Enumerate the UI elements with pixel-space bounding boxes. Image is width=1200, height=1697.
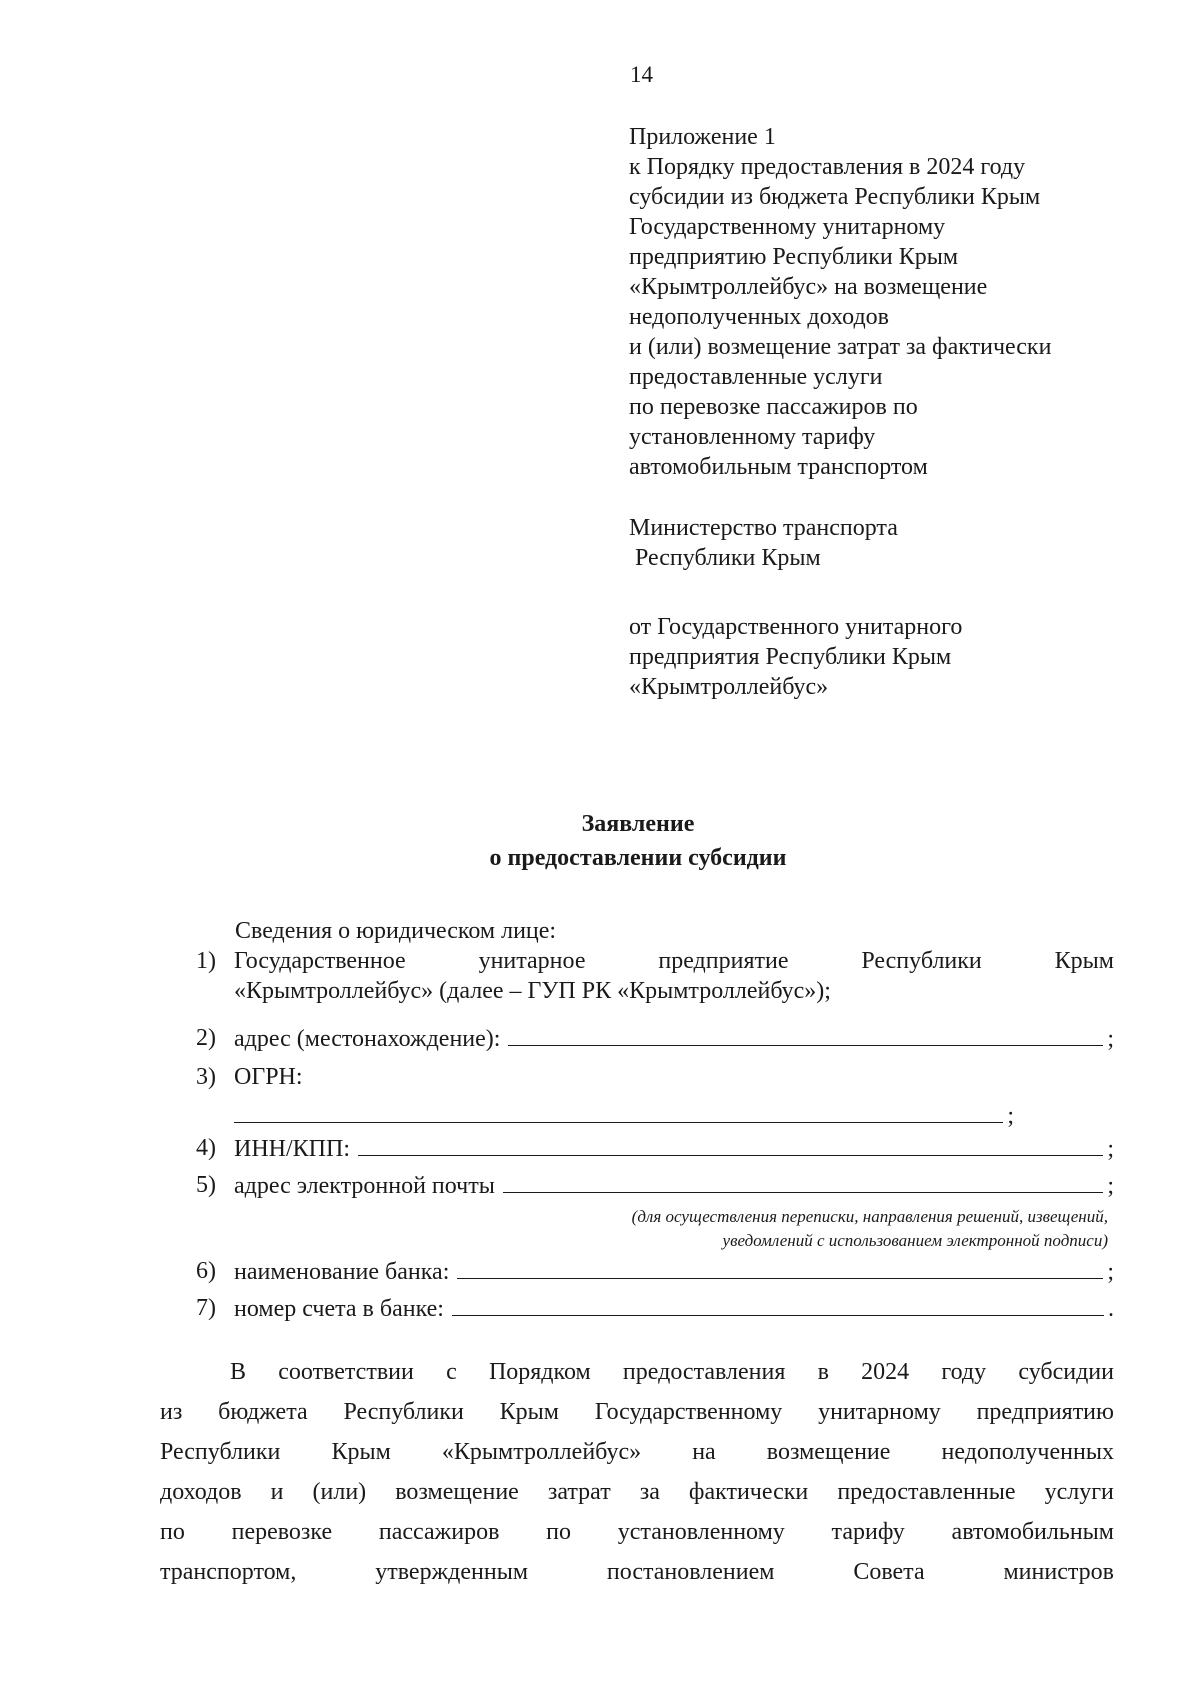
- punctuation: ;: [1007, 1103, 1014, 1129]
- bank-name-field[interactable]: [457, 1256, 1103, 1279]
- word: и: [270, 1479, 284, 1505]
- item-number: 6): [196, 1258, 216, 1284]
- word: предприятие: [658, 948, 789, 974]
- word: перевозке: [231, 1519, 333, 1545]
- word: «Крымтроллейбус»: [441, 1439, 642, 1465]
- appendix-line: установленному тарифу: [629, 424, 876, 450]
- word: автомобильным: [951, 1519, 1114, 1545]
- hint-line-2: уведомлений с использованием электронной подписи): [722, 1231, 1108, 1250]
- item-number: 7): [196, 1295, 216, 1321]
- document-title: [0, 807, 1200, 875]
- title-line-1: Заявление: [581, 811, 695, 837]
- word: с: [446, 1359, 457, 1385]
- word: тарифу: [831, 1519, 905, 1545]
- body-paragraph: [160, 1352, 1114, 1592]
- item-6: [196, 1256, 1114, 1286]
- account-number-field[interactable]: [452, 1293, 1104, 1316]
- word: Республики: [343, 1399, 464, 1425]
- word: предоставленные: [837, 1479, 1016, 1505]
- word: из: [160, 1399, 183, 1425]
- item-number: 3): [196, 1064, 216, 1090]
- item-1-line-2: «Крымтроллейбус» (далее – ГУП РК «Крымтроллейбус»);: [234, 978, 831, 1004]
- sender-line: «Крымтроллейбус»: [629, 674, 829, 700]
- appendix-line: автомобильным транспортом: [629, 454, 928, 480]
- sender-block: [629, 612, 962, 702]
- word: по: [160, 1519, 185, 1545]
- word: услуги: [1044, 1479, 1114, 1505]
- word: субсидии: [1018, 1359, 1114, 1385]
- word: утвержденным: [375, 1559, 529, 1585]
- title-line-2: о предоставлении субсидии: [489, 845, 787, 871]
- item-3-field-row: [196, 1100, 1014, 1130]
- word: возмещение: [395, 1479, 519, 1505]
- item-number: 5): [196, 1172, 216, 1198]
- appendix-line: Приложение 1: [629, 124, 776, 150]
- appendix-line: предприятию Республики Крым: [629, 244, 959, 270]
- word: В: [230, 1359, 247, 1385]
- punctuation: ;: [1107, 1026, 1114, 1052]
- item-5: [196, 1170, 1114, 1200]
- word: году: [941, 1359, 987, 1385]
- word: Государственному: [594, 1399, 783, 1425]
- word: недополученных: [941, 1439, 1114, 1465]
- word: Крым: [1054, 948, 1114, 974]
- account-number-label: номер счета в банке:: [234, 1296, 444, 1322]
- recipient-line: Министерство транспорта: [629, 515, 898, 541]
- address-field[interactable]: [508, 1023, 1103, 1046]
- word: Республики: [160, 1439, 281, 1465]
- ogrn-label: ОГРН:: [234, 1064, 303, 1090]
- sender-line: от Государственного унитарного: [629, 614, 963, 640]
- word: за: [639, 1479, 660, 1505]
- appendix-line: недополученных доходов: [629, 304, 889, 330]
- word: постановлением: [606, 1559, 775, 1585]
- item-4: [196, 1133, 1114, 1163]
- page-number: 14: [630, 62, 653, 87]
- word: по: [546, 1519, 572, 1545]
- item-1: [196, 946, 1114, 1008]
- email-hint: [488, 1205, 1108, 1253]
- recipient-line: Республики Крым: [635, 545, 821, 571]
- bank-name-label: наименование банка:: [234, 1259, 450, 1285]
- punctuation: ;: [1107, 1136, 1114, 1162]
- word: 2024: [861, 1359, 910, 1385]
- inn-kpp-field[interactable]: [358, 1133, 1103, 1156]
- item-number: 1): [196, 948, 216, 974]
- sender-line: предприятия Республики Крым: [629, 644, 952, 670]
- word: Государственное: [234, 948, 406, 974]
- word: Порядком: [488, 1359, 591, 1385]
- word: Республики: [861, 948, 982, 974]
- item-3: [196, 1062, 1114, 1092]
- ogrn-field[interactable]: [234, 1100, 1003, 1123]
- inn-kpp-label: ИНН/КПП:: [234, 1136, 351, 1162]
- item-number: 4): [196, 1135, 216, 1161]
- appendix-line: субсидии из бюджета Республики Крым: [629, 184, 1041, 210]
- word: предоставления: [622, 1359, 786, 1385]
- word: затрат: [547, 1479, 611, 1505]
- appendix-line: предоставленные услуги: [629, 364, 883, 390]
- appendix-header: [629, 122, 1051, 482]
- address-label: адрес (местонахождение):: [234, 1026, 501, 1052]
- paragraph-line: [160, 1512, 1114, 1552]
- item-2: [196, 1023, 1114, 1053]
- word: соответствии: [278, 1359, 414, 1385]
- paragraph-line: [160, 1392, 1114, 1432]
- word: (или): [312, 1479, 367, 1505]
- word: министров: [1003, 1559, 1114, 1585]
- word: пассажиров: [378, 1519, 500, 1545]
- item-7: [196, 1293, 1114, 1323]
- email-field[interactable]: [503, 1170, 1104, 1193]
- word: в: [817, 1359, 829, 1385]
- word: на: [692, 1439, 716, 1465]
- word: транспортом,: [160, 1559, 297, 1585]
- recipient-block: [629, 513, 898, 573]
- word: установленному: [617, 1519, 785, 1545]
- word: доходов: [160, 1479, 242, 1505]
- paragraph-line: [160, 1432, 1114, 1472]
- word: бюджета: [218, 1399, 308, 1425]
- word: возмещение: [766, 1439, 891, 1465]
- appendix-line: Государственному унитарному: [629, 214, 946, 240]
- info-header: Сведения о юридическом лице:: [235, 918, 557, 944]
- word: Крым: [331, 1439, 391, 1465]
- word: предприятию: [976, 1399, 1114, 1425]
- word: унитарное: [478, 948, 586, 974]
- appendix-line: «Крымтроллейбус» на возмещение: [629, 274, 988, 300]
- item-1-line-1: [234, 946, 1114, 976]
- hint-line-1: (для осуществления переписки, направления решений, извещений,: [631, 1207, 1108, 1226]
- paragraph-line: [160, 1552, 1114, 1592]
- paragraph-line: [160, 1472, 1114, 1512]
- paragraph-line: [160, 1352, 1114, 1392]
- word: Крым: [499, 1399, 559, 1425]
- email-label: адрес электронной почты: [234, 1173, 495, 1199]
- word: Совета: [853, 1559, 925, 1585]
- appendix-line: к Порядку предоставления в 2024 году: [629, 154, 1026, 180]
- word: фактически: [688, 1479, 809, 1505]
- appendix-line: и (или) возмещение затрат за фактически: [629, 334, 1052, 360]
- item-number: 2): [196, 1025, 216, 1051]
- punctuation: ;: [1107, 1259, 1114, 1285]
- punctuation: .: [1108, 1296, 1114, 1322]
- punctuation: ;: [1107, 1173, 1114, 1199]
- word: унитарному: [818, 1399, 941, 1425]
- appendix-line: по перевозке пассажиров по: [629, 394, 918, 420]
